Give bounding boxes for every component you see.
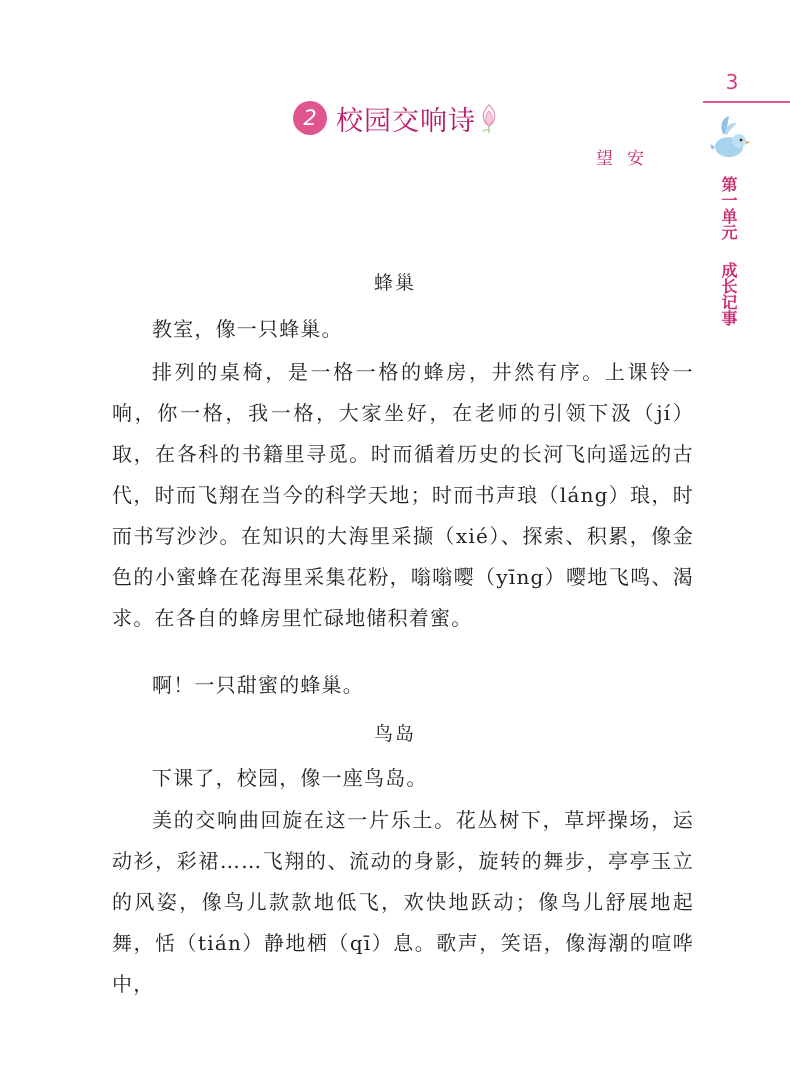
lesson-number-badge: 2 — [293, 101, 327, 135]
author: 望安 — [596, 149, 658, 169]
sidebar-rule — [703, 101, 790, 103]
page-number: 3 — [725, 70, 739, 94]
bird-icon — [709, 114, 751, 160]
unit-theme: 成长记事 — [719, 262, 738, 326]
section-heading: 鸟岛 — [373, 723, 416, 745]
lesson-header — [293, 98, 500, 138]
paragraph: 下课了，校园，像一座鸟岛。 — [152, 766, 428, 790]
section-heading: 蜂巢 — [373, 272, 416, 294]
paragraph: 啊！一只甜蜜的蜂巢。 — [152, 673, 364, 697]
paragraph: 教室，像一只蜂巢。 — [152, 317, 343, 341]
paragraph: 排列的桌椅，是一格一格的蜂房，井然有序。上课铃一响，你一格，我一格，大家坐好，在老师的引领下汲（jí）取，在各科的书籍里寻觅。时而循着历史的长河飞向遥远的古代，时而飞翔在当今的科学天地；时而书声琅（láng）琅，时而书写沙沙。在知识的大海里采撷（xié）、探索、积累，像金色的小蜜蜂在花海里采集花粉，嗡嗡嘤（yīng）嘤地飞鸣、渴求。在各自的蜂房里忙碌地储积着蜜。 — [112, 360, 694, 630]
paragraph: 美的交响曲回旋在这一片乐土。花丛树下，草坪操场，运动衫，彩裙……飞翔的、流动的身影，旋转的舞步，亭亭玉立的风姿，像鸟儿款款地低飞，欢快地跃动；像鸟儿舒展地起舞，恬（tián）静地栖（qī）息。歌声，笑语，像海潮的喧哗中， — [112, 808, 694, 996]
lotus-flower-icon — [478, 102, 500, 134]
lesson-title: 校园交响诗 — [336, 105, 476, 137]
unit-label: 第一单元 — [719, 176, 738, 240]
